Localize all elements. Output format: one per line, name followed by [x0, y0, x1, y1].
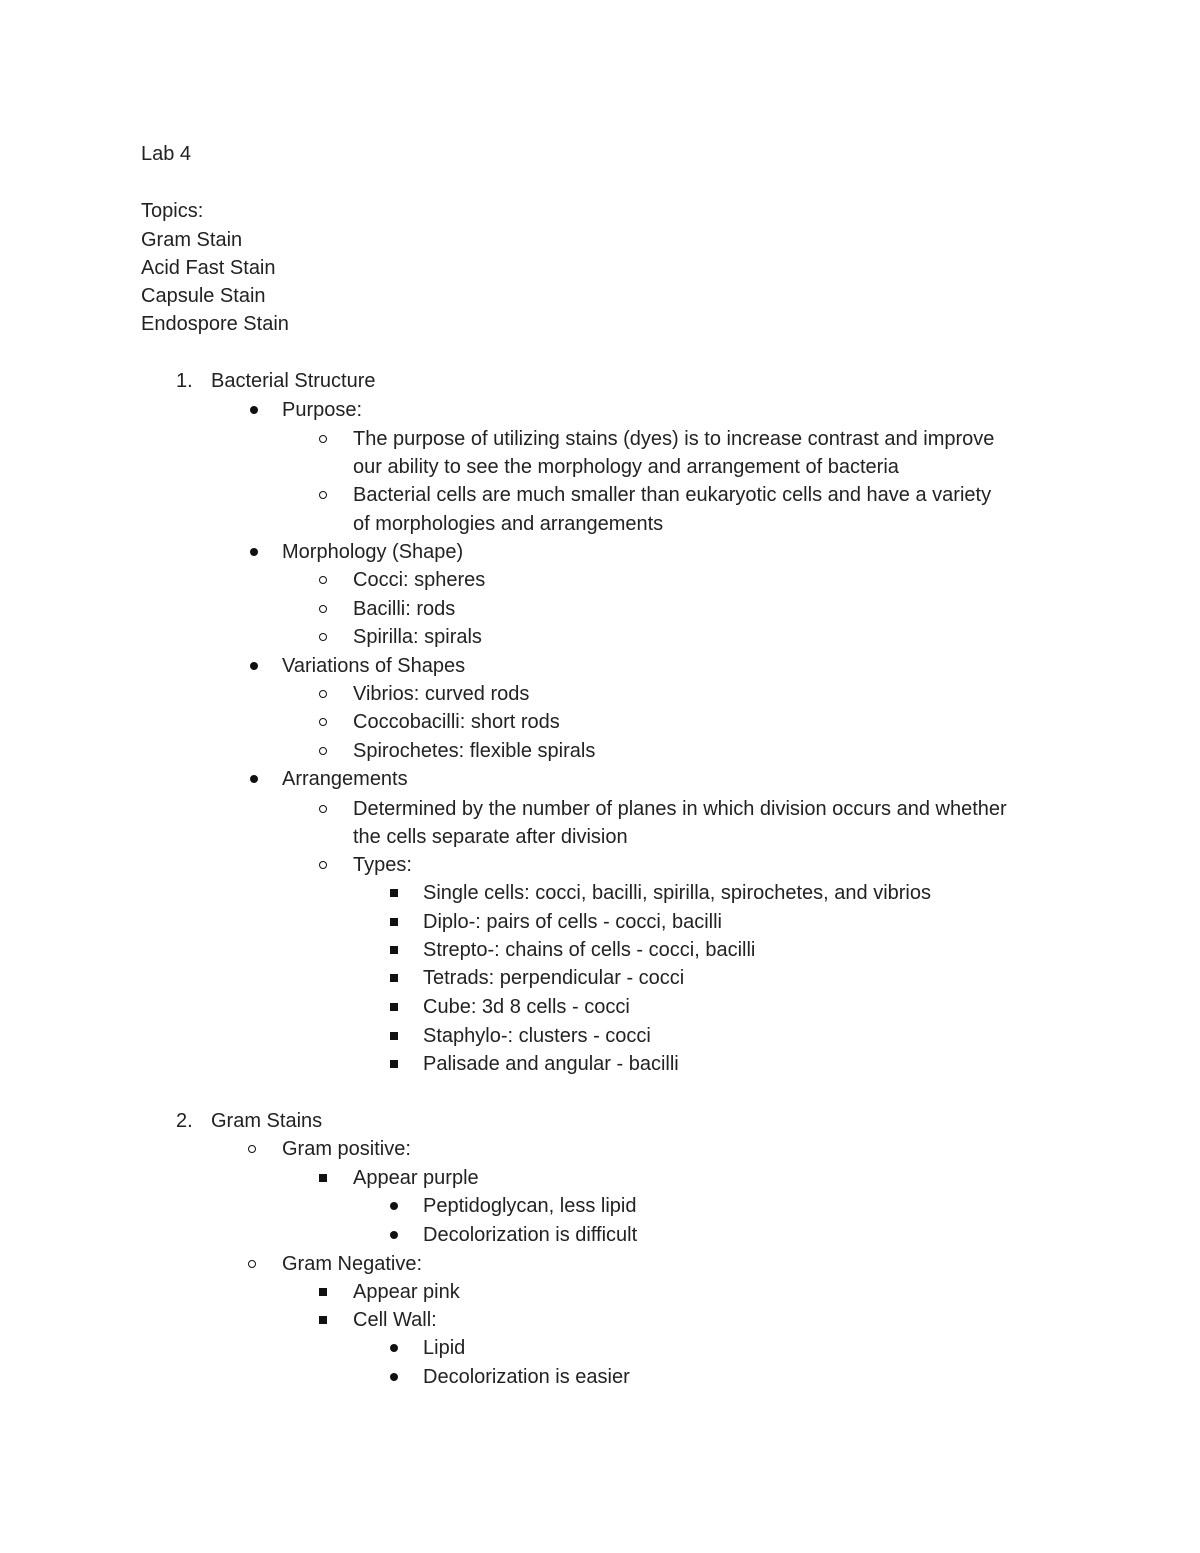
- circle-bullet-icon: [319, 718, 327, 726]
- disc-bullet-icon: [250, 662, 258, 670]
- types-label: Types:: [353, 854, 412, 876]
- arrangement-item-line-1: Determined by the number of planes in which division occurs and whether: [353, 798, 1007, 820]
- gram-positive-item: Decolorization is difficult: [423, 1224, 638, 1246]
- variations-label: Variations of Shapes: [282, 655, 466, 677]
- circle-bullet-icon: [248, 1145, 256, 1153]
- purpose-item-1-line-2: our ability to see the morphology and arrangement of bacteria: [353, 456, 899, 478]
- type-item: Diplo-: pairs of cells - cocci, bacilli: [423, 911, 722, 933]
- circle-bullet-icon: [319, 435, 327, 443]
- square-bullet-icon: [390, 946, 398, 954]
- disc-bullet-icon: [250, 406, 258, 414]
- square-bullet-icon: [319, 1174, 327, 1182]
- section-1-number: 1.: [176, 370, 193, 392]
- type-item: Tetrads: perpendicular - cocci: [423, 967, 685, 989]
- variation-item: Vibrios: curved rods: [353, 683, 530, 705]
- gram-positive-item: Peptidoglycan, less lipid: [423, 1195, 637, 1217]
- type-item: Palisade and angular - bacilli: [423, 1053, 679, 1075]
- topic-item: Acid Fast Stain: [141, 257, 276, 279]
- square-bullet-icon: [390, 1060, 398, 1068]
- circle-bullet-icon: [319, 805, 327, 813]
- disc-bullet-icon: [250, 775, 258, 783]
- type-item: Single cells: cocci, bacilli, spirilla, spirochetes, and vibrios: [423, 882, 931, 904]
- document-title: Lab 4: [141, 143, 192, 165]
- circle-bullet-icon: [319, 861, 327, 869]
- square-bullet-icon: [390, 1032, 398, 1040]
- circle-bullet-icon: [248, 1260, 256, 1268]
- topic-item: Capsule Stain: [141, 285, 266, 307]
- morphology-item: Cocci: spheres: [353, 569, 486, 591]
- gram-negative-cell-wall: Cell Wall:: [353, 1309, 437, 1331]
- purpose-item-2-line-2: of morphologies and arrangements: [353, 513, 664, 535]
- square-bullet-icon: [319, 1316, 327, 1324]
- section-2-number: 2.: [176, 1110, 193, 1132]
- type-item: Staphylo-: clusters - cocci: [423, 1025, 651, 1047]
- square-bullet-icon: [390, 918, 398, 926]
- square-bullet-icon: [390, 974, 398, 982]
- topic-item: Gram Stain: [141, 229, 243, 251]
- purpose-item-1-line-1: The purpose of utilizing stains (dyes) is to increase contrast and improve: [353, 428, 995, 450]
- gram-negative-label: Gram Negative:: [282, 1253, 423, 1275]
- variation-item: Spirochetes: flexible spirals: [353, 740, 596, 762]
- circle-bullet-icon: [319, 491, 327, 499]
- circle-bullet-icon: [319, 633, 327, 641]
- square-bullet-icon: [319, 1288, 327, 1296]
- gram-negative-appear: Appear pink: [353, 1281, 460, 1303]
- type-item: Strepto-: chains of cells - cocci, bacilli: [423, 939, 756, 961]
- circle-bullet-icon: [319, 747, 327, 755]
- morphology-item: Spirilla: spirals: [353, 626, 482, 648]
- section-1-title: Bacterial Structure: [211, 370, 376, 392]
- circle-bullet-icon: [319, 576, 327, 584]
- square-bullet-icon: [390, 889, 398, 897]
- arrangements-label: Arrangements: [282, 768, 408, 790]
- disc-bullet-icon: [390, 1344, 398, 1352]
- disc-bullet-icon: [250, 548, 258, 556]
- circle-bullet-icon: [319, 605, 327, 613]
- section-2-title: Gram Stains: [211, 1110, 323, 1132]
- morphology-label: Morphology (Shape): [282, 541, 464, 563]
- gram-positive-label: Gram positive:: [282, 1138, 411, 1160]
- topic-item: Endospore Stain: [141, 313, 289, 335]
- disc-bullet-icon: [390, 1373, 398, 1381]
- variation-item: Coccobacilli: short rods: [353, 711, 560, 733]
- gram-negative-item: Lipid: [423, 1337, 466, 1359]
- circle-bullet-icon: [319, 690, 327, 698]
- morphology-item: Bacilli: rods: [353, 598, 456, 620]
- disc-bullet-icon: [390, 1202, 398, 1210]
- purpose-item-2-line-1: Bacterial cells are much smaller than eukaryotic cells and have a variety: [353, 484, 992, 506]
- purpose-label: Purpose:: [282, 399, 363, 421]
- gram-positive-appear: Appear purple: [353, 1167, 479, 1189]
- topics-label: Topics:: [141, 200, 204, 222]
- type-item: Cube: 3d 8 cells - cocci: [423, 996, 630, 1018]
- gram-negative-item: Decolorization is easier: [423, 1366, 630, 1388]
- disc-bullet-icon: [390, 1231, 398, 1239]
- square-bullet-icon: [390, 1003, 398, 1011]
- arrangement-item-line-2: the cells separate after division: [353, 826, 628, 848]
